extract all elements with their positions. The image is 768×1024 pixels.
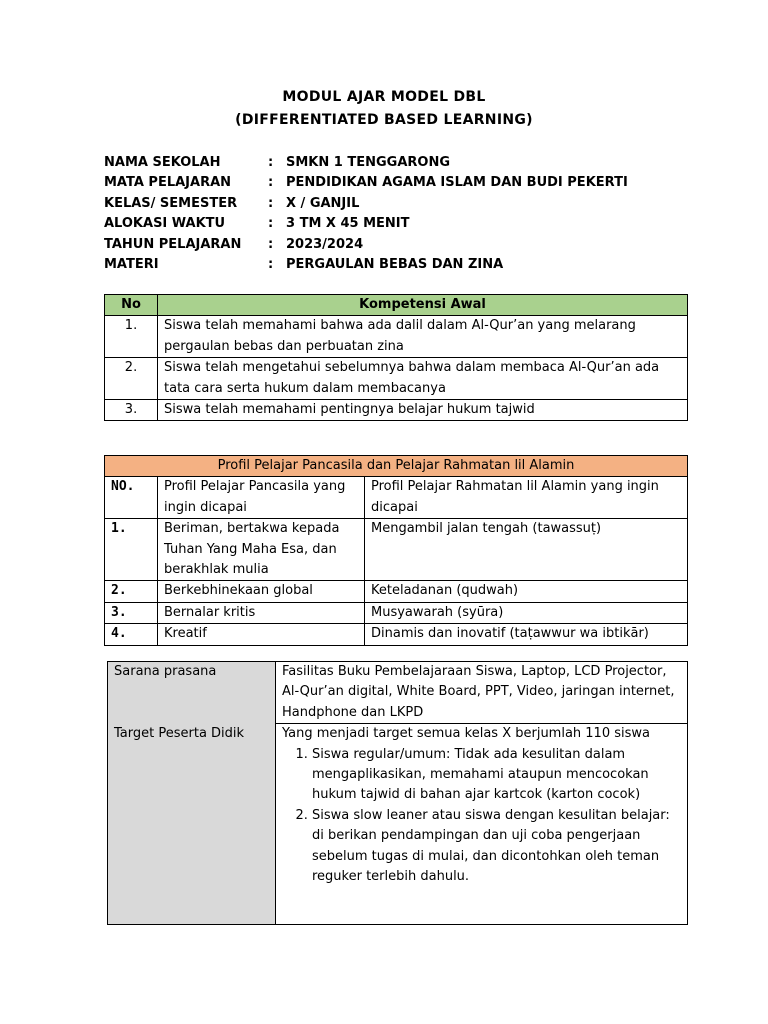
info-colon: : [268,155,274,170]
info-label: NAMA SEKOLAH [104,155,221,170]
row-number: 3. [105,602,158,623]
row-number: 3. [105,400,158,421]
column-header-no: NO. [105,477,158,519]
row-rahmatan: Keteladanan (qudwah) [365,581,688,602]
table-row [105,624,688,645]
info-value: PENDIDIKAN AGAMA ISLAM DAN BUDI PEKERTI [286,175,628,191]
table-header-row [105,477,688,519]
target-label: Target Peserta Didik [108,724,276,925]
info-label: ALOKASI WAKTU [104,216,226,232]
table-title-row [105,456,688,477]
row-rahmatan: Mengambil jalan tengah (tawassuṭ) [365,519,688,581]
column-header-pancasila: Profil Pelajar Pancasila yang ingin dicapai [158,477,365,519]
info-value: SMKN 1 TENGGARONG [286,155,450,170]
target-intro: Yang menjadi target semua kelas X berjumlah 110 siswa [282,726,650,742]
row-pancasila: Bernalar kritis [158,602,365,623]
column-header-kompetensi: Kompetensi Awal [158,295,688,316]
row-text: Siswa telah mengetahui sebelumnya bahwa dalam membaca Al-Qur’an ada tata cara serta hukum dalam membacanya [158,358,688,400]
row-text: Siswa telah memahami bahwa ada dalil dalam Al-Qur’an yang melarang pergaulan bebas dan perbuatan zina [158,316,688,358]
list-item: 1. Siswa regular/umum: Tidak ada kesulitan dalam mengaplikasikan, memahami ataupun mencocokan hukum tajwid di bahan ajar kartcok (karton cocok) [312,745,681,806]
row-rahmatan: Musyawarah (syūra) [365,602,688,623]
row-pancasila: Berkebhinekaan global [158,581,365,602]
info-colon: : [268,195,274,211]
row-pancasila: Beriman, bertakwa kepada Tuhan Yang Maha Esa, dan berakhlak mulia [158,519,365,581]
row-number: 2. [105,581,158,602]
info-value: 3 TM X 45 MENIT [286,216,410,232]
info-row-time [104,214,628,234]
sarana-label: Sarana prasana [108,662,276,724]
info-colon: : [268,256,274,272]
row-number: 1. [105,519,158,581]
table-row-sarana [108,662,688,724]
column-header-no: No [105,295,158,316]
info-label: MATERI [104,256,159,272]
info-row-material [104,255,628,275]
table-row [105,581,688,602]
info-colon: : [268,216,274,232]
column-header-rahmatan: Profil Pelajar Rahmatan lil Alamin yang ingin dicapai [365,477,688,519]
sarana-target-table [107,661,688,925]
info-label: KELAS/ SEMESTER [104,195,238,211]
row-pancasila: Kreatif [158,624,365,645]
target-list [282,745,681,888]
info-row-class [104,194,628,214]
document-title: MODUL AJAR MODEL DBL [282,89,486,105]
table-row-target [108,724,688,925]
row-rahmatan: Dinamis dan inovatif (taṭawwur wa ibtikār) [365,624,688,645]
table-header-row [105,295,688,316]
profil-pelajar-table [104,455,688,646]
table-title: Profil Pelajar Pancasila dan Pelajar Rahmatan lil Alamin [105,456,688,477]
info-label: TAHUN PELAJARAN [104,236,242,252]
info-colon: : [268,236,274,252]
info-label: MATA PELAJARAN [104,175,232,191]
info-value: PERGAULAN BEBAS DAN ZINA [286,256,504,272]
table-row [105,358,688,400]
info-row-school [104,153,628,173]
table-row [105,316,688,358]
kompetensi-awal-table [104,294,688,421]
info-row-subject [104,173,628,193]
info-value: 2023/2024 [286,236,364,252]
document-subtitle: (DIFFERENTIATED BASED LEARNING) [235,112,533,128]
row-number: 1. [105,316,158,358]
target-cell [276,724,688,925]
info-colon: : [268,175,274,191]
row-text: Siswa telah memahami pentingnya belajar hukum tajwid [158,400,688,421]
row-number: 4. [105,624,158,645]
table-row [105,400,688,421]
table-row [105,519,688,581]
sarana-value: Fasilitas Buku Pembelajaraan Siswa, Laptop, LCD Projector, Al-Qur’an digital, White Board, PPT, Video, jaringan internet, Handphone dan LKPD [276,662,688,724]
table-row [105,602,688,623]
info-row-year [104,235,628,255]
row-number: 2. [105,358,158,400]
info-value: X / GANJIL [286,195,360,211]
school-info-block [104,153,628,275]
list-item: 2. Siswa slow leaner atau siswa dengan kesulitan belajar: di berikan pendampingan dan uji coba pengerjaan sebelum tugas di mulai, dan dicontohkan oleh teman reguker terlebih dahulu. [312,806,681,888]
